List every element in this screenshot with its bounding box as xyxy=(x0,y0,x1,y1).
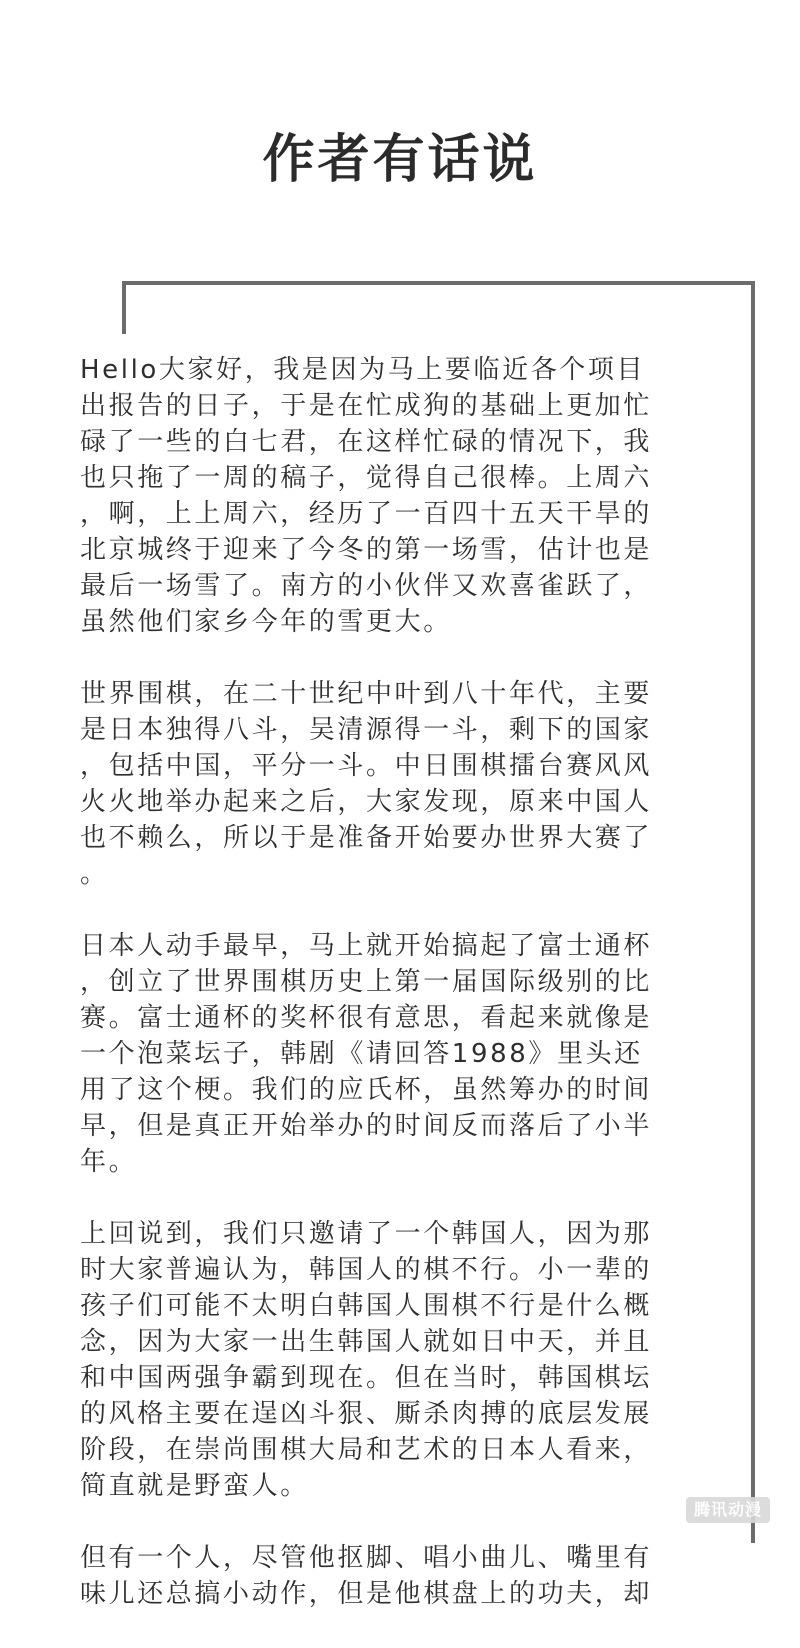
text-line: 世界围棋，在二十世纪中叶到八十年代，主要 xyxy=(80,679,653,709)
text-line: 和中国两强争霸到现在。但在当时，韩国棋坛 xyxy=(80,1363,653,1393)
page-title: 作者有话说 xyxy=(262,129,538,190)
paragraph-1 xyxy=(80,352,728,640)
text-line: 用了这个梗。我们的应氏杯，虽然筹办的时间 xyxy=(80,1075,653,1105)
text-line: ，创立了世界围棋历史上第一届国际级别的比 xyxy=(80,967,653,997)
text-line: 孩子们可能不太明白韩国人围棋不行是什么概 xyxy=(80,1291,653,1321)
frame-top-border xyxy=(122,281,755,285)
frame-right-border xyxy=(751,281,755,1543)
text-line: 的风格主要在逞凶斗狠、厮杀肉搏的底层发展 xyxy=(80,1399,653,1429)
text-line: 早，但是真正开始举办的时间反而落后了小半 xyxy=(80,1111,653,1141)
text-line: 日本人动手最早，马上就开始搞起了富士通杯 xyxy=(80,931,653,961)
text-line: 但有一个人，尽管他抠脚、唱小曲儿、嘴里有 xyxy=(80,1543,653,1573)
text-line: 火火地举办起来之后，大家发现，原来中国人 xyxy=(80,787,653,817)
text-line: Hello大家好，我是因为马上要临近各个项目 xyxy=(80,355,646,385)
paragraph-5 xyxy=(80,1540,728,1612)
paragraph-2 xyxy=(80,676,728,892)
text-line: 最后一场雪了。南方的小伙伴又欢喜雀跃了， xyxy=(80,571,653,601)
text-line: 念，因为大家一出生韩国人就如日中天，并且 xyxy=(80,1327,653,1357)
text-line: 味儿还总搞小动作，但是他棋盘上的功夫，却 xyxy=(80,1579,653,1609)
text-line: 。 xyxy=(80,859,109,889)
text-line: 出报告的日子，于是在忙成狗的基础上更加忙 xyxy=(80,391,653,421)
text-line: 北京城终于迎来了今冬的第一场雪，估计也是 xyxy=(80,535,653,565)
frame-left-border xyxy=(122,281,126,334)
text-line: 上回说到，我们只邀请了一个韩国人，因为那 xyxy=(80,1219,653,1249)
text-line: 是日本独得八斗，吴清源得一斗，剩下的国家 xyxy=(80,715,653,745)
text-line: ，包括中国，平分一斗。中日围棋擂台赛风风 xyxy=(80,751,653,781)
text-line: 也不赖么，所以于是准备开始要办世界大赛了 xyxy=(80,823,653,853)
text-line: 时大家普遍认为，韩国人的棋不行。小一辈的 xyxy=(80,1255,653,1285)
text-line: 也只拖了一周的稿子，觉得自己很棒。上周六 xyxy=(80,463,653,493)
paragraph-4 xyxy=(80,1216,728,1504)
text-line: 年。 xyxy=(80,1147,138,1177)
paragraph-3 xyxy=(80,928,728,1180)
watermark-logo: 腾讯动漫 xyxy=(686,1497,770,1523)
text-line: 虽然他们家乡今年的雪更大。 xyxy=(80,607,452,637)
text-line: 阶段，在崇尚围棋大局和艺术的日本人看来， xyxy=(80,1435,653,1465)
text-line: ，啊，上上周六，经历了一百四十五天干旱的 xyxy=(80,499,653,529)
text-line: 碌了一些的白七君，在这样忙碌的情况下，我 xyxy=(80,427,653,457)
author-note-body xyxy=(80,352,728,1648)
text-line: 简直就是野蛮人。 xyxy=(80,1471,309,1501)
text-line: 赛。富士通杯的奖杯很有意思，看起来就像是 xyxy=(80,1003,653,1033)
text-line: 一个泡菜坛子，韩剧《请回答1988》里头还 xyxy=(80,1039,643,1069)
